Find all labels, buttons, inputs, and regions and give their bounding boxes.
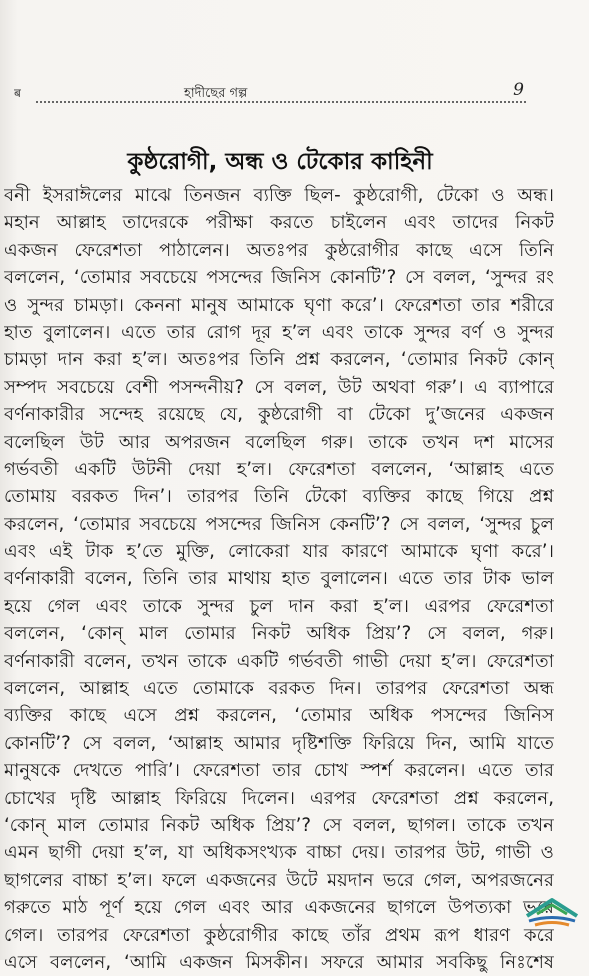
body-line: বনী ইসরাঈলের মাঝে তিনজন ব্যক্তি ছিল- কুষ্ঠরোগী, টেকো ও অন্ধ। [4,185,554,206]
body-line: হাত বুলালেন। এতে তার রোগ দূর হ’ল এবং তাকে সুন্দর বর্ণ ও সুন্দর [4,321,554,343]
body-line: এমন ছাগী দেয়া হ’ল, যা অধিকসংখ্যক বাচ্চা দেয়। তারপর উট, গাভী ও [4,842,554,864]
running-header-title: হাদীছের গল্প [184,86,248,101]
body-line: বলেছিল উট আর অপরজন বলেছিল গরু। তাকে তখন দশ মাসের [4,431,554,453]
body-line: ‘কোন্ মাল তোমার নিকট অধিক প্রিয়’? সে বলল, ছাগল। তাকে তখন [4,814,554,836]
body-line: সম্পদ সবচেয়ে বেশী পসন্দনীয়? সে বলল, উট অথবা গরু’। এ ব্যাপারে [4,376,554,398]
body-line: গর্ভবতী একটি উটনী দেয়া হ’ল। ফেরেশতা বললেন, ‘আল্লাহ এতে [4,458,554,480]
body-line: একজন ফেরেশতা পাঠালেন। অতঃপর কুষ্ঠরোগীর কাছে এসে তিনি [4,239,554,261]
body-line: বললেন, ‘তোমার সবচেয়ে পসন্দের জিনিস কোনটি’? সে বলল, ‘সুন্দর রং [4,267,554,289]
body-line: ও সুন্দর চামড়া। কেননা মানুষ আমাকে ঘৃণা করে’। ফেরেশতা তার শরীরে [4,294,554,316]
header-mark: ब [14,86,21,100]
header-dotted-rule [36,101,526,103]
body-line: ছাগলের বাচ্চা হ’ল। ফলে একজনের উটে ময়দান ভরে গেল, অপরজনের [4,869,554,891]
body-line: ব্যক্তির কাছে এসে প্রশ্ন করলেন, ‘তোমার অধিক পসন্দের জিনিস [4,705,554,727]
body-line: বললেন, ‘কোন্ মাল তোমার নিকট অধিক প্রিয়’? সে বলল, গরু। [4,623,554,645]
body-line: মহান আল্লাহ তাদেরকে পরীক্ষা করতে চাইলেন এবং তাদের নিকট [4,212,554,234]
body-line: গরুতে মাঠ পূর্ণ হয়ে গেল এবং আর একজনের ছাগলে উপত্যকা ভরে [4,897,554,919]
body-line: তোমায় বরকত দিন’। তারপর তিনি টেকো ব্যক্তির কাছে গিয়ে প্রশ্ন [4,486,554,508]
body-line: মানুষকে দেখতে পারি’। ফেরেশতা তার চোখ স্পর্শ করলেন। এতে তার [4,760,554,782]
body-line: গেল। তারপর ফেরেশতা কুষ্ঠরোগীর কাছে তাঁর প্রথম রূপ ধারণ করে [4,924,554,946]
body-line: করলেন, ‘তোমার সবচেয়ে পসন্দের জিনিস কেনটি’? সে বলল, ‘সুন্দর চুল [4,513,554,535]
body-line: এবং এই টাক হ’তে মুক্তি, লোকেরা যার কারণে আমাকে ঘৃণা করে’। [4,541,554,563]
chapter-title: কুষ্ঠরোগী, অন্ধ ও টেকোর কাহিনী [127,149,433,175]
body-line: কোনটি’? সে বলল, ‘আল্লাহ আমার দৃষ্টিশক্তি ফিরিয়ে দিন, আমি যাতে [4,732,554,754]
body-line: বললেন, আল্লাহ এতে তোমাকে বরকত দিন। তারপর ফেরেশতা অন্ধ [4,678,554,700]
body-text [4,182,554,976]
body-line: বর্ণনাকারীর সন্দেহ রয়েছে যে, কুষ্ঠরোগী বা টেকো দু’জনের একজন [4,404,554,426]
running-header [14,80,524,102]
body-line: বর্ণনাকারী বলেন, তখন তাকে একটি গর্ভবতী গাভী দেয়া হ’ল। ফেরেশতা [4,650,554,672]
page-number: 9 [513,80,524,100]
body-line: হয়ে গেল এবং তাকে সুন্দর চুল দান করা হ’ল। এরপর ফেরেশতা [4,595,554,617]
body-line: এসে বললেন, ‘আমি একজন মিসকীন। সফরে আমার সবকিছু নিঃশেষ [4,951,554,973]
body-line: বর্ণনাকারী বলেন, তিনি তার মাথায় হাত বুলালেন। এতে তার টাক ভাল [4,568,554,590]
body-line: চোখের দৃষ্টি আল্লাহ ফিরিয়ে দিলেন। এরপর ফেরেশতা প্রশ্ন করলেন, [4,787,554,809]
body-line: চামড়া দান করা হ’ল। অতঃপর তিনি প্রশ্ন করলেন, ‘তোমার নিকট কোন্ [4,349,554,371]
publisher-logo-icon [517,894,587,930]
